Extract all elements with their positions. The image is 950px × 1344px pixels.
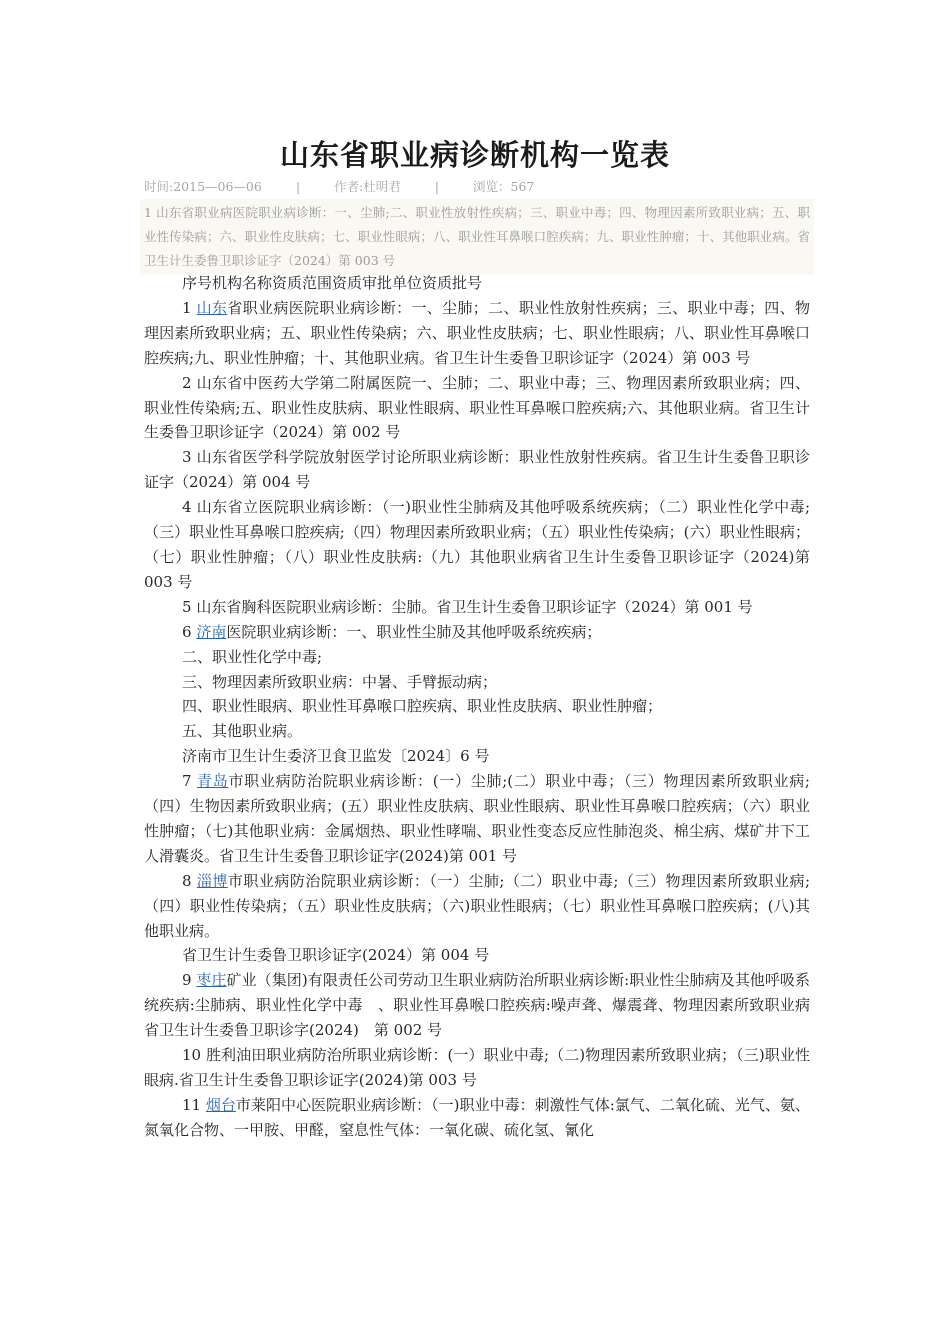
- document-body: [144, 271, 810, 1143]
- page-title: 山东省职业病诊断机构一览表: [279, 138, 670, 172]
- entry-6-line: 五、其他职业病。: [182, 722, 303, 741]
- link-shandong[interactable]: 山东: [196, 298, 228, 317]
- link-zibo[interactable]: 淄博: [196, 871, 228, 890]
- link-yantai[interactable]: 烟台: [205, 1095, 236, 1114]
- link-zaozhuang[interactable]: 枣庄: [196, 971, 227, 990]
- meta-separator: |: [295, 179, 301, 194]
- entry-6-approval: 济南市卫生计生委济卫食卫监发〔2024〕6 号: [182, 747, 490, 766]
- entry-number: 1: [182, 298, 197, 317]
- entry-4: [144, 495, 810, 595]
- entry-5: [144, 595, 810, 620]
- entry-10: [144, 1043, 810, 1093]
- author-name: 作者:杜明君: [334, 179, 401, 194]
- entry-number: 3: [182, 448, 197, 467]
- entry-text: 市莱阳中心医院职业病诊断：（一)职业中毒：刺激性气体:氯气、二氧化硫、光气、氨、氮氧化合物、一甲胺、甲醛，窒息性气体：一氧化碳、硫化氢、氰化: [144, 1095, 810, 1139]
- entry-text: 胜利油田职业病防治所职业病诊断：(一）职业中毒;（二)物理因素所致职业病；（三)职业性眼病.省卫生计生委鲁卫职诊证字(2024)第 003 号: [144, 1046, 810, 1089]
- entry-number: 7: [182, 772, 198, 791]
- entry-6-line: 二、职业性化学中毒;: [182, 647, 323, 666]
- entry-7: [144, 769, 810, 869]
- article-meta: [144, 177, 824, 195]
- entry-2: [144, 371, 810, 446]
- entry-11: [144, 1093, 810, 1143]
- entry-8: [144, 869, 810, 944]
- entry-number: 2: [182, 373, 197, 392]
- entry-8-approval: 省卫生计生委鲁卫职诊证字(2024）第 004 号: [182, 946, 490, 965]
- view-count: 浏览：567: [473, 179, 535, 194]
- entry-text: 山东省胸科医院职业病诊断：尘肺。省卫生计生委鲁卫职诊证字（2024）第 001 号: [196, 597, 753, 616]
- entry-text: 山东省中医药大学第二附属医院一、尘肺；二、职业中毒；三、物理因素所致职业病；四、职业性传染病;五、职业性皮肤病、职业性眼病、职业性耳鼻喉口腔疾病;六、其他职业病。省卫生计生委鲁卫职诊证字（2024）第 002 号: [144, 373, 810, 442]
- entry-number: 8: [182, 871, 197, 890]
- entry-number: 5: [182, 597, 197, 616]
- entry-text: 山东省立医院职业病诊断：（一)职业性尘肺病及其他呼吸系统疾病；（二）职业性化学中毒;（三）职业性耳鼻喉口腔疾病;（四）物理因素所致职业病；（五）职业性传染病；(六）职业性眼病；（七）职业性肿瘤；（八）职业性皮肤病:（九）其他职业病省卫生计生委鲁卫职诊证字（2024)第 003 号: [144, 498, 811, 591]
- publish-time: 时间:2015—06—06: [144, 179, 262, 194]
- entry-text: 省职业病医院职业病诊断：一、尘肺；二、职业性放射性疾病；三、职业中毒；四、物理因素所致职业病；五、职业性传染病；六、职业性皮肤病；七、职业性眼病；八、职业性耳鼻喉口腔疾病;九、职业性肿瘤；十、其他职业病。省卫生计生委鲁卫职诊证字（2024）第 003 号: [144, 298, 810, 367]
- entry-text: 山东省医学科学院放射医学讨论所职业病诊断：职业性放射性疾病。省卫生计生委鲁卫职诊证字（2024）第 004 号: [144, 448, 810, 492]
- entry-9: [144, 968, 810, 1043]
- summary-box: 1 山东省职业病医院职业病诊断：一、尘肺;二、职业性放射性疾病；三、职业中毒；四、物理因素所致职业病；五、职业性传染病；六、职业性皮肤病；七、职业性眼病；八、职业性耳鼻喉口腔疾病；九、职业性肿瘤；十、其他职业病。省卫生计生委鲁卫职诊证字（2024）第 003 号: [140, 199, 814, 275]
- entry-6-line: 四、职业性眼病、职业性耳鼻喉口腔疾病、职业性皮肤病、职业性肿瘤；: [182, 697, 663, 716]
- meta-separator: |: [434, 179, 439, 194]
- entry-1: [144, 296, 810, 371]
- entry-6-line: 三、物理因素所致职业病：中暑、手臂振动病；: [182, 672, 498, 691]
- entry-3: [144, 445, 810, 495]
- entry-text: 市职业病防治院职业病诊断：（一）尘肺;（二）职业中毒;（三）物理因素所致职业病;（四）职业性传染病；（五）职业性皮肤病；（六)职业性眼病；（七）职业性耳鼻喉口腔疾病；(八)其他职业病。: [144, 871, 810, 940]
- entry-text: 市职业病防治院职业病诊断：(一）尘肺;(二）职业中毒；（三）物理因素所致职业病;（四）生物因素所致职业病；(五）职业性皮肤病、职业性眼病、职业性耳鼻喉口腔疾病；（六）职业性肿瘤；（七)其他职业病：金属烟热、职业性哮喘、职业性变态反应性肺泡炎、棉尘病、煤矿井下工人滑囊炎。省卫生计生委鲁卫职诊证字(2024)第 001 号: [144, 772, 810, 865]
- link-jinan[interactable]: 济南: [196, 622, 227, 641]
- entry-number: 10: [182, 1046, 206, 1065]
- entry-text: 矿业（集团)有限责任公司劳动卫生职业病防治所职业病诊断:职业性尘肺病及其他呼吸系统疾病:尘肺病、职业性化学中毒 、职业性耳鼻喉口腔疾病:噪声聋、爆震聋、物理因素所致职业病省卫生计生委鲁卫职诊字(2024) 第 002 号: [144, 971, 810, 1040]
- entry-text: 医院职业病诊断：一、职业性尘肺及其他呼吸系统疾病；: [226, 622, 602, 641]
- table-header-row: 序号机构名称资质范围资质审批单位资质批号: [182, 274, 483, 292]
- entry-number: 4: [182, 498, 197, 517]
- entry-6: [144, 620, 810, 645]
- entry-number: 9: [182, 971, 197, 990]
- link-qingdao[interactable]: 青岛: [197, 772, 229, 791]
- entry-number: 6: [182, 622, 197, 641]
- entry-number: 11: [182, 1095, 206, 1114]
